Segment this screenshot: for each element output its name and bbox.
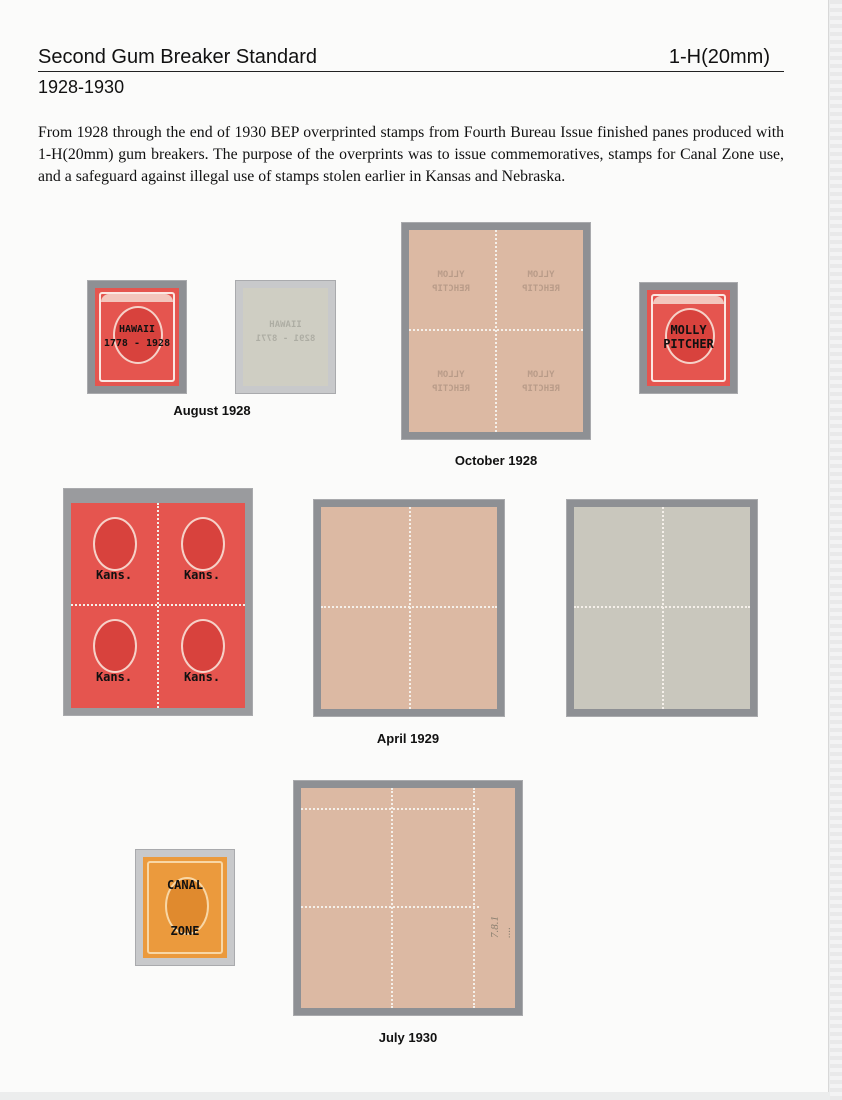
intro-paragraph: From 1928 through the end of 1930 BEP overprinted stamps from Fourth Bureau Issue finished panes produced with 1-H(20mm) gum breakers. The purpose of the overprints was to issue commemoratives, stamps for Canal Zone use, and a safeguard against illegal use of stamps stolen earlier in Kansas and Nebraska.: [38, 124, 784, 185]
canal-overprint-line2: ZONE: [170, 924, 200, 938]
molly-pitcher-stamp: [647, 290, 730, 386]
july-plate-block-gum-side: [301, 788, 515, 1008]
stamp-gum-side: IIAWAH 8291 - 8771: [243, 288, 328, 386]
kans-overprint: Kans.: [95, 568, 133, 582]
plate-number-note: 7.8.1 ....: [489, 916, 513, 938]
kans-block-mount: [64, 489, 252, 715]
hawaii-stamp-mount: [88, 281, 186, 393]
molly-pitcher-stamp-mount: [640, 283, 737, 393]
hawaii-overprint-line2: 1778 - 1928: [103, 338, 171, 349]
april-red-block-mount: [314, 500, 504, 716]
july-plate-block-mount: [294, 781, 522, 1015]
standard-code: 1-H(20mm): [668, 46, 770, 68]
april-gray-block-gum-side: [574, 507, 750, 709]
caption-july-1930: July 1930: [378, 1030, 438, 1045]
kans-overprint: Kans.: [95, 670, 133, 684]
caption-august-1928: August 1928: [173, 403, 251, 418]
canal-overprint-line1: CANAL: [166, 878, 204, 892]
october-block-mount: [402, 223, 590, 439]
stamp-back-mount: [236, 281, 335, 393]
hawaii-stamp: [95, 288, 179, 386]
canal-zone-stamp-mount: [136, 850, 234, 965]
april-red-block-gum-side: [321, 507, 497, 709]
april-gray-block-mount: [567, 500, 757, 716]
kans-block: [71, 503, 245, 708]
kans-overprint: Kans.: [183, 568, 221, 582]
page-edge: [830, 0, 842, 1100]
year-range: 1928-1930: [38, 77, 125, 97]
molly-overprint-line1: MOLLY: [670, 323, 707, 337]
october-block-gum-side: YLLOM REHCTIP YLLOM REHCTIP YLLOM REHCTIP YLLOM REHCTIP: [409, 230, 583, 432]
page-title: Second Gum Breaker Standard: [38, 46, 318, 68]
header-rule: [38, 71, 784, 72]
caption-april-1929: April 1929: [376, 731, 440, 746]
canal-zone-stamp: [143, 857, 227, 958]
caption-october-1928: October 1928: [454, 453, 538, 468]
kans-overprint: Kans.: [183, 670, 221, 684]
molly-overprint-line2: PITCHER: [663, 337, 714, 351]
hawaii-overprint-line1: HAWAII: [118, 324, 156, 335]
